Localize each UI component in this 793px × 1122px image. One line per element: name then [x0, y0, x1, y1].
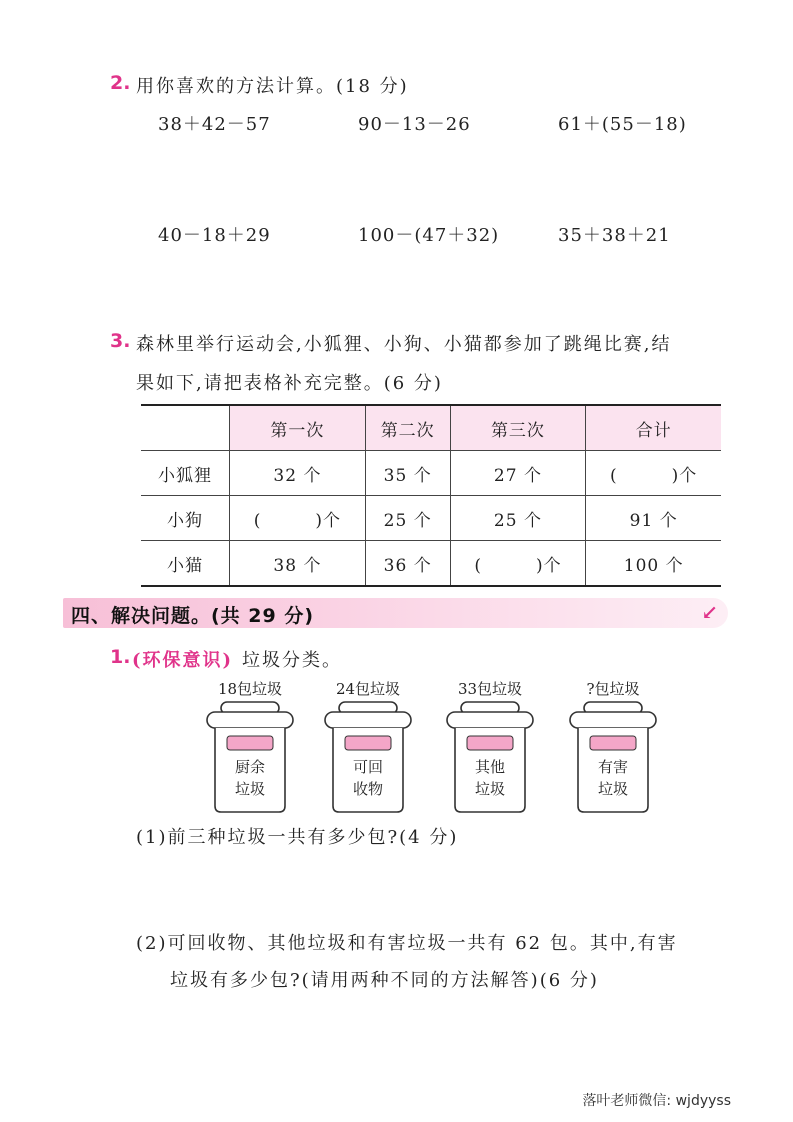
bin-count: 18包垃圾 — [217, 680, 283, 698]
section-banner — [63, 598, 728, 628]
table-header-row — [141, 405, 721, 451]
table-cell: 36 个 — [365, 541, 450, 587]
table-row — [141, 541, 721, 587]
expression: 61＋(55－18) — [558, 114, 687, 135]
arrow-icon: ↙ — [701, 600, 718, 624]
table-cell: 35 个 — [365, 451, 450, 496]
bin-recyclable — [313, 678, 423, 818]
blank-cell[interactable]: ( )个 — [450, 541, 586, 587]
question-1-text: 垃圾分类。 — [242, 650, 342, 671]
bin-hazardous-waste — [558, 678, 668, 818]
section-title: 四、解决问题。(共 29 分) — [71, 605, 315, 627]
bin-name-line1: 可回 — [352, 758, 383, 776]
bin-count: 24包垃圾 — [335, 680, 401, 698]
question-1-tag: (环保意识) — [132, 650, 234, 671]
bin-name-line2: 垃圾 — [234, 780, 265, 798]
blank-cell[interactable]: ( )个 — [230, 496, 366, 541]
table-cell: 27 个 — [450, 451, 586, 496]
row-name: 小狐狸 — [141, 451, 230, 496]
expression: 90－13－26 — [358, 114, 471, 135]
question-3-line1: 森林里举行运动会,小狐狸、小狗、小猫都参加了跳绳比赛,结 — [136, 334, 672, 355]
sub-question-1: (1)前三种垃圾一共有多少包?(4 分) — [136, 827, 459, 848]
table-cell: 25 个 — [450, 496, 586, 541]
table-row — [141, 496, 721, 541]
row-name: 小狗 — [141, 496, 230, 541]
table-cell: 32 个 — [230, 451, 366, 496]
table-header: 第三次 — [450, 405, 586, 451]
question-3-number: 3. — [110, 330, 131, 352]
row-name: 小猫 — [141, 541, 230, 587]
bin-name-line1: 其他 — [474, 758, 505, 776]
footer-watermark: 落叶老师微信: wjdyyss — [582, 1093, 731, 1109]
expression: 35＋38＋21 — [558, 225, 671, 246]
table-cell: 100 个 — [586, 541, 721, 587]
sub-question-2-line2: 垃圾有多少包?(请用两种不同的方法解答)(6 分) — [170, 970, 599, 991]
blank-cell[interactable]: ( )个 — [586, 451, 721, 496]
table-cell: 91 个 — [586, 496, 721, 541]
table-header: 合计 — [586, 405, 721, 451]
question-3-line2: 果如下,请把表格补充完整。(6 分) — [136, 373, 443, 394]
expression: 40－18＋29 — [158, 225, 271, 246]
expression: 100－(47＋32) — [358, 225, 500, 246]
bin-count: ?包垃圾 — [586, 680, 640, 698]
bin-name-line1: 厨余 — [234, 758, 265, 776]
question-2-number: 2. — [110, 72, 131, 94]
bin-name-line2: 垃圾 — [597, 780, 628, 798]
table-corner-cell — [141, 405, 230, 451]
question-1-number: 1. — [110, 646, 131, 668]
table-cell: 25 个 — [365, 496, 450, 541]
bin-name-line2: 垃圾 — [474, 780, 505, 798]
bin-name-line1: 有害 — [597, 758, 628, 776]
question-2-text: 用你喜欢的方法计算。(18 分) — [136, 76, 409, 97]
bin-other-waste — [435, 678, 545, 818]
table-header: 第二次 — [365, 405, 450, 451]
expression: 38＋42－57 — [158, 114, 271, 135]
score-table — [141, 404, 721, 587]
bin-kitchen-waste — [195, 678, 305, 818]
table-cell: 38 个 — [230, 541, 366, 587]
sub-question-2-line1: (2)可回收物、其他垃圾和有害垃圾一共有 62 包。其中,有害 — [136, 933, 678, 954]
table-header: 第一次 — [230, 405, 366, 451]
bin-count: 33包垃圾 — [457, 680, 523, 698]
bin-name-line2: 收物 — [352, 780, 383, 798]
table-row — [141, 451, 721, 496]
